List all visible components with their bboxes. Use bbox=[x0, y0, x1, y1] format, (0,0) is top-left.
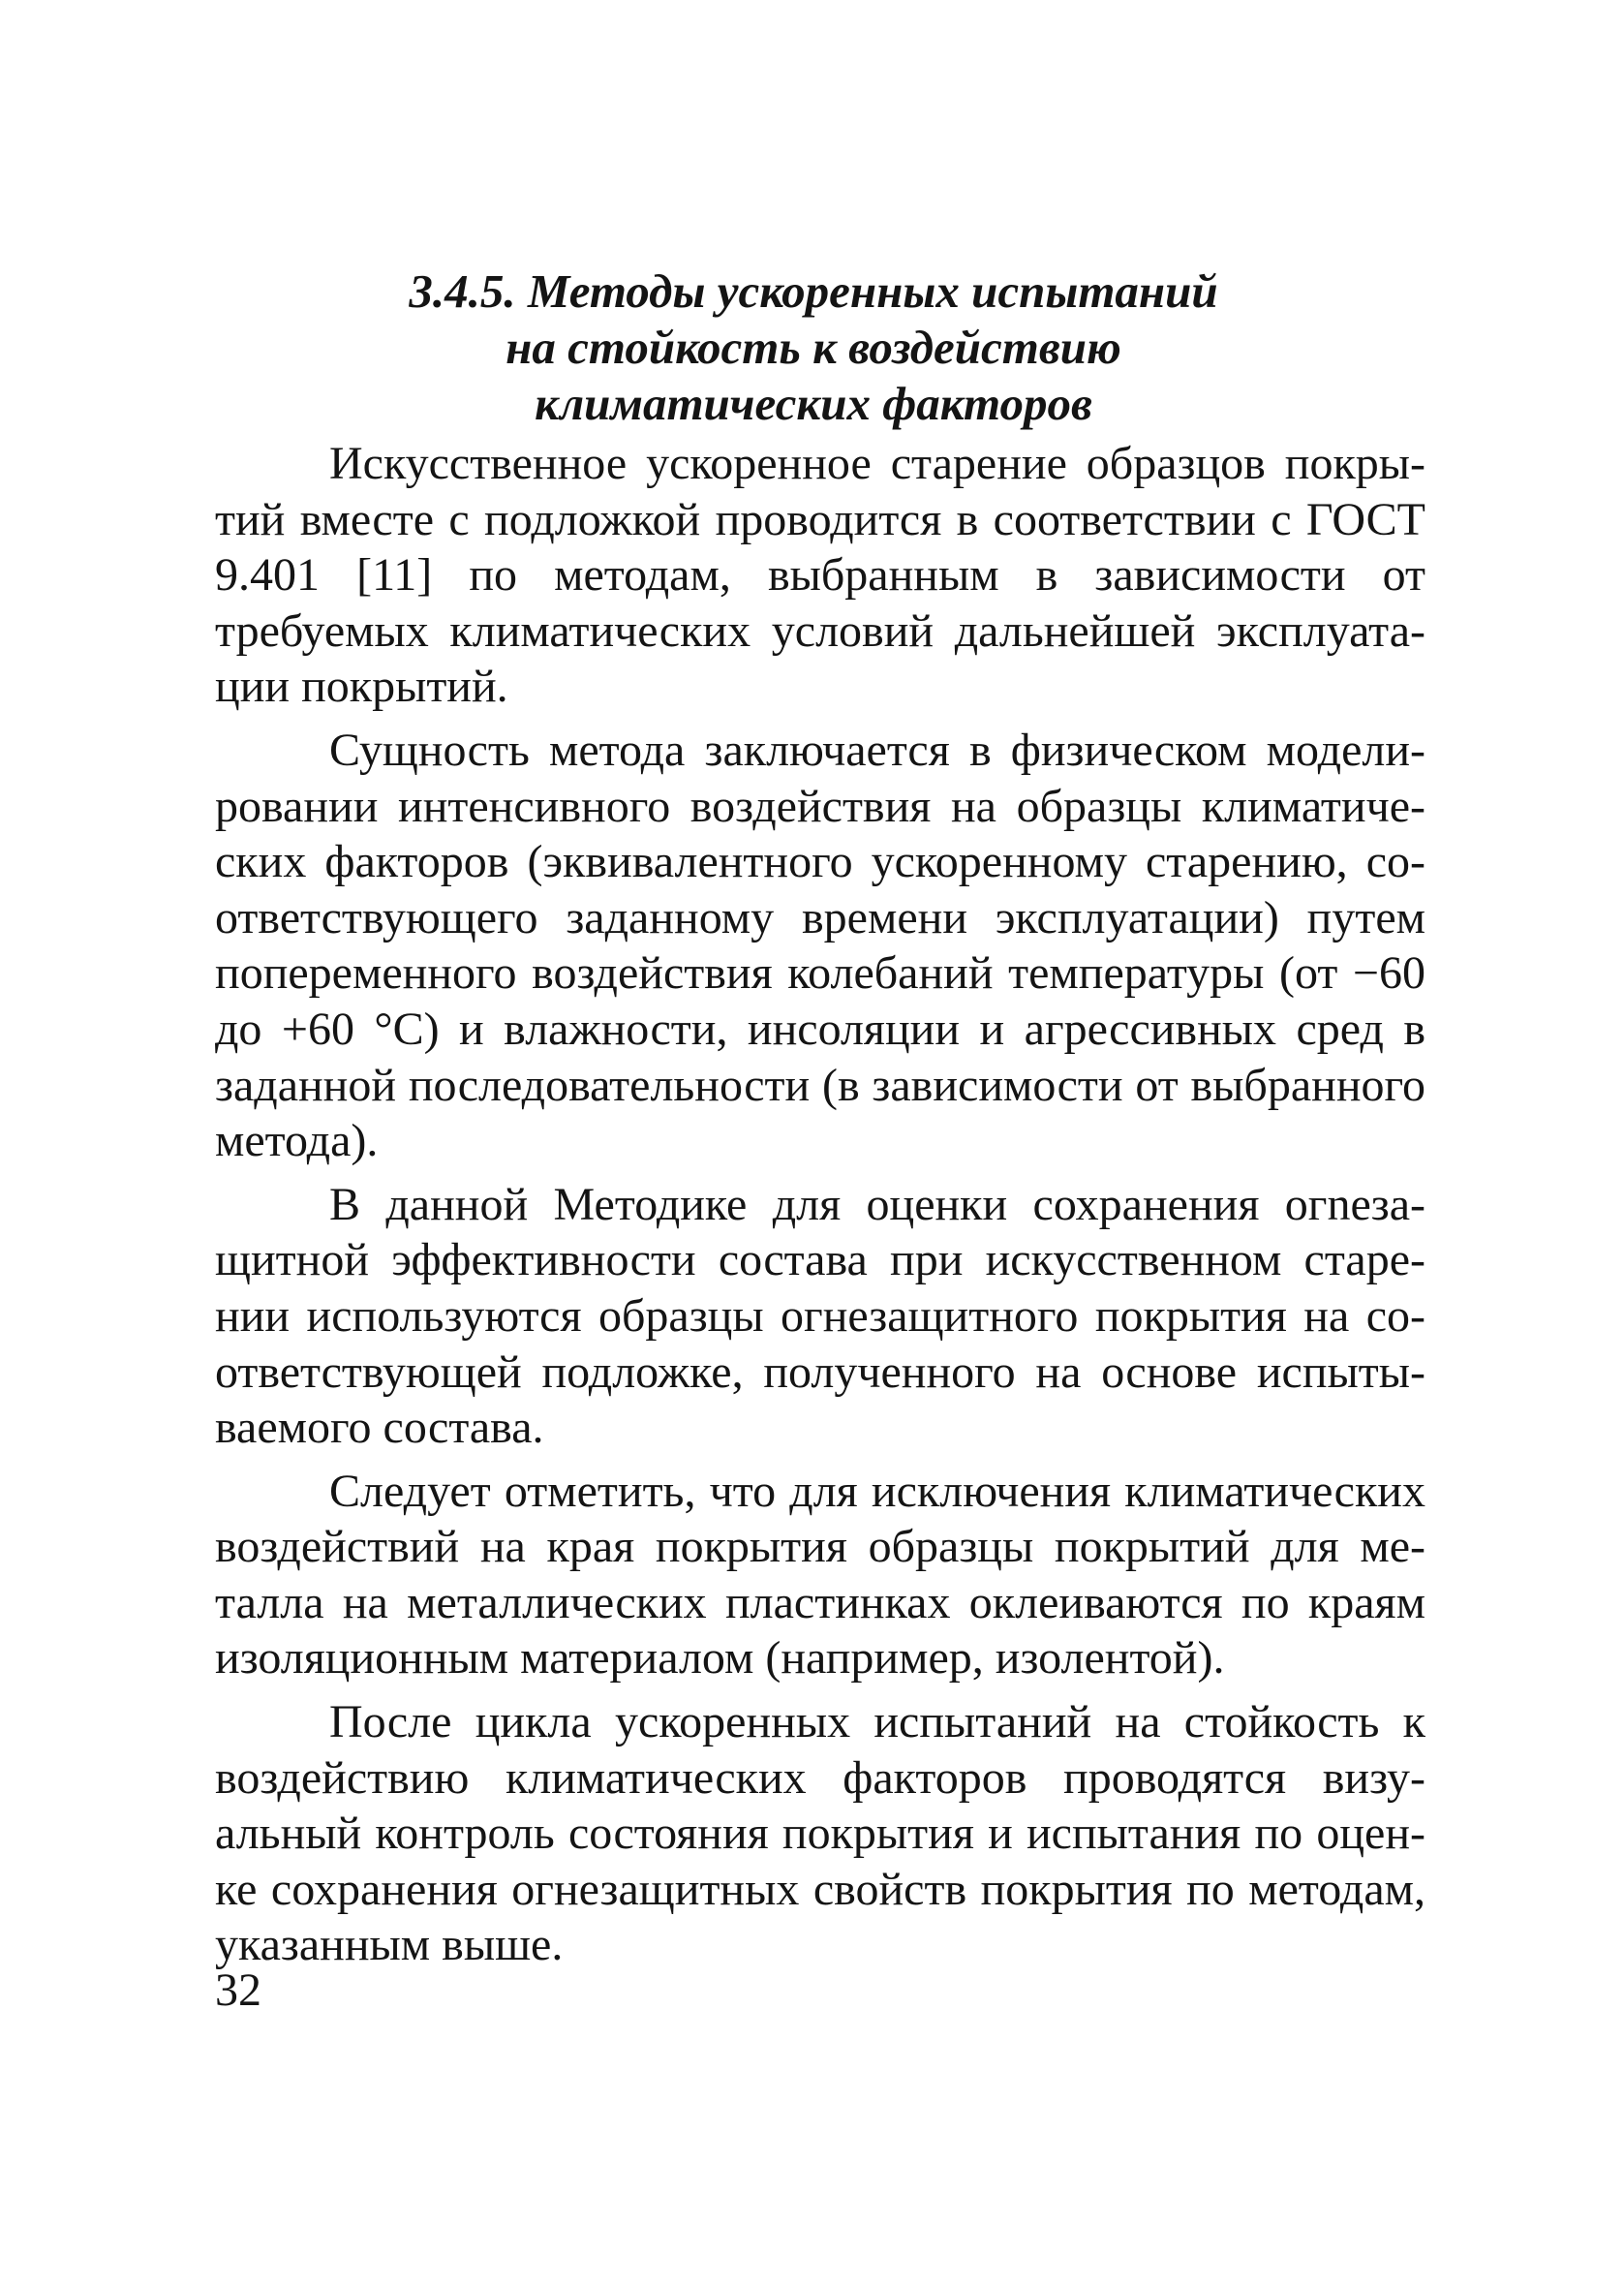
body-text bbox=[215, 436, 1425, 1981]
paragraph-method-essence: Сущность метода заключается в физическом моделировании интенсивного воздействия на образцы климатических факторов (эквивалентного ускоренному старению, соответствующего заданному времени эксплуатации) путем попеременного воздействия колебаний температуры (от −60 до +60 °С) и влажности, инсоляции и агрессивных сред в заданной последовательности (в зависимости от выбранного метода). bbox=[215, 724, 1425, 1167]
paragraph-post-test-control: После цикла ускоренных испытаний на стойкость к воздействию климатических факторов проводятся визуальный контроль состояния покрытия и испытания по оценке сохранения огнезащитных свойств покрытия по методам, указанным выше. bbox=[215, 1696, 1425, 1971]
paragraph-edge-protection: Следует отметить, что для исключения климатических воздействий на края покрытия образцы покрытий для металла на металлических пластинках оклеиваются по краям изоляционным материалом (например, изолентой). bbox=[215, 1465, 1425, 1685]
page-number: 32 bbox=[215, 1964, 261, 2016]
paragraph-methodology-samples: В данной Методике для оценки сохранения огneзащитной эффективности состава при искусственном старении используются образцы огнезащитного покрытия на соответствующей подложке, полученного на основе испытываемого состава. bbox=[215, 1178, 1425, 1454]
section-heading-line: на стойкость к воздействию bbox=[506, 321, 1121, 374]
section-heading bbox=[320, 263, 1307, 432]
section-heading-line: климатических факторов bbox=[535, 377, 1092, 430]
paragraph-artificial-aging: Искусственное ускоренное старение образцов покрытий вместе с подложкой проводится в соответствии с ГОСТ 9.401 [11] по методам, выбранным в зависимости от требуемых климатических условий дальнейшей эксплуатации покрытий. bbox=[215, 438, 1425, 713]
section-heading-line: 3.4.5. Методы ускоренных испытаний bbox=[409, 264, 1218, 318]
